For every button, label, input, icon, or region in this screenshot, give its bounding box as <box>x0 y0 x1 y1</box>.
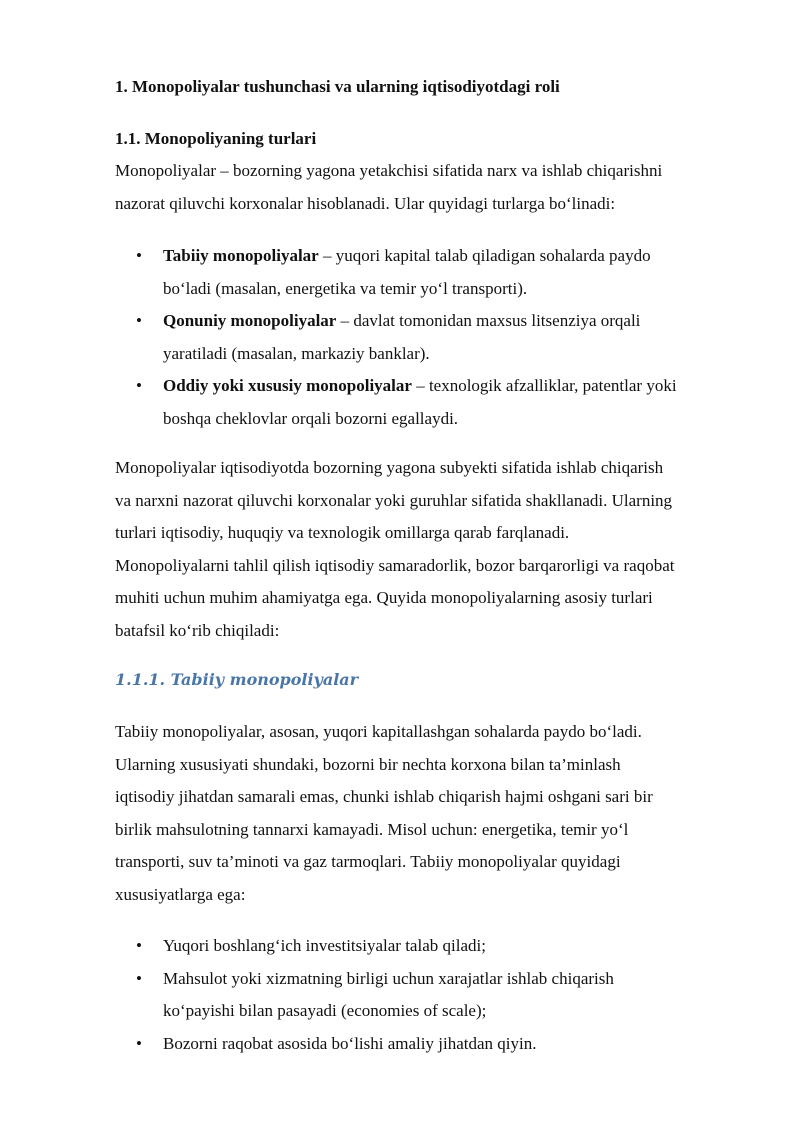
features-list <box>115 930 745 1060</box>
text-line: muhiti uchun muhim ahamiyatga ega. Quyida monopoliyalarning asosiy turlari <box>115 588 653 607</box>
bullet-icon: • <box>136 936 142 955</box>
intro-paragraph <box>115 155 745 220</box>
text-line <box>163 240 745 273</box>
list-text: – texnologik afzalliklar, patentlar yoki <box>411 376 677 395</box>
text-line <box>163 370 745 403</box>
subsection-heading: 1.1. Monopoliyaning turlari <box>115 129 317 148</box>
section-heading: 1. Monopoliyalar tushunchasi va ularning iqtisodiyotdagi roli <box>115 77 560 96</box>
text-line: yaratiladi (masalan, markaziy banklar). <box>163 343 430 363</box>
list-item <box>115 963 745 1028</box>
text-line: Monopoliyalar iqtisodiyotda bozorning yagona subyekti sifatida ishlab chiqarish <box>115 458 664 477</box>
text-line: va narxni nazorat qiluvchi korxonalar yoki guruhlar sifatida shakllanadi. Ularning <box>115 490 673 510</box>
list-term: Qonuniy monopoliyalar <box>163 311 337 330</box>
text-line: turlari iqtisodiy, huquqiy va texnologik omillarga qarab farqlanadi. <box>115 523 570 542</box>
text-line: Yuqori boshlang‘ich investitsiyalar talab qiladi; <box>163 936 486 955</box>
text-line: Monopoliyalarni tahlil qilish iqtisodiy samaradorlik, bozor barqarorligi va raqobat <box>115 555 675 575</box>
bullet-icon: • <box>136 376 142 395</box>
text-line: ko‘payishi bilan pasayadi (economies of scale); <box>163 1001 487 1020</box>
text-line: batafsil ko‘rib chiqiladi: <box>115 620 280 640</box>
text-line: nazorat qiluvchi korxonalar hisoblanadi. Ular quyidagi turlarga bo‘linadi: <box>115 193 616 213</box>
text-line: Tabiiy monopoliyalar, asosan, yuqori kapitallashgan sohalarda paydo bo‘ladi. <box>115 722 642 741</box>
text-line: Monopoliyalar – bozorning yagona yetakchisi sifatida narx va ishlab chiqarishni <box>115 161 663 180</box>
list-term: Tabiiy monopoliyalar <box>163 246 319 265</box>
text-line: transporti, suv ta’minoti va gaz tarmoqlari. Tabiiy monopoliyalar quyidagi <box>115 852 621 871</box>
bullet-icon: • <box>136 311 142 330</box>
list-text: – yuqori kapital talab qiladigan sohalarda paydo <box>318 246 651 265</box>
text-line: birlik mahsulotning tannarxi kamayadi. Misol uchun: energetika, temir yo‘l <box>115 819 629 839</box>
list-item <box>115 240 745 305</box>
text-line: xususiyatlarga ega: <box>115 884 246 904</box>
text-line <box>163 305 745 338</box>
text-line: bo‘ladi (masalan, energetika va temir yo‘l transporti). <box>163 278 528 298</box>
bullet-icon: • <box>136 246 142 265</box>
sub-subsection-heading: 1.1.1. Tabiiy monopoliyalar <box>115 670 359 689</box>
bullet-icon: • <box>136 1033 142 1053</box>
text-line: iqtisodiy jihatdan samarali emas, chunki ishlab chiqarish hajmi oshgani sari bir <box>115 787 653 806</box>
list-item <box>115 930 745 963</box>
list-text: – davlat tomonidan maxsus litsenziya orqali <box>336 311 641 330</box>
bullet-icon: • <box>136 968 142 988</box>
list-item <box>115 1028 745 1061</box>
body-paragraph <box>115 716 745 911</box>
list-item <box>115 370 745 435</box>
text-line: Mahsulot yoki xizmatning birligi uchun xarajatlar ishlab chiqarish <box>163 968 614 988</box>
text-line: Ularning xususiyati shundaki, bozorni bir nechta korxona bilan ta’minlash <box>115 754 621 774</box>
text-line: Bozorni raqobat asosida bo‘lishi amaliy jihatdan qiyin. <box>163 1033 537 1053</box>
list-term: Oddiy yoki xususiy monopoliyalar <box>163 376 412 395</box>
body-paragraph <box>115 452 745 647</box>
monopoly-types-list <box>115 240 745 435</box>
list-item <box>115 305 745 370</box>
text-line: boshqa cheklovlar orqali bozorni egallaydi. <box>163 408 459 428</box>
